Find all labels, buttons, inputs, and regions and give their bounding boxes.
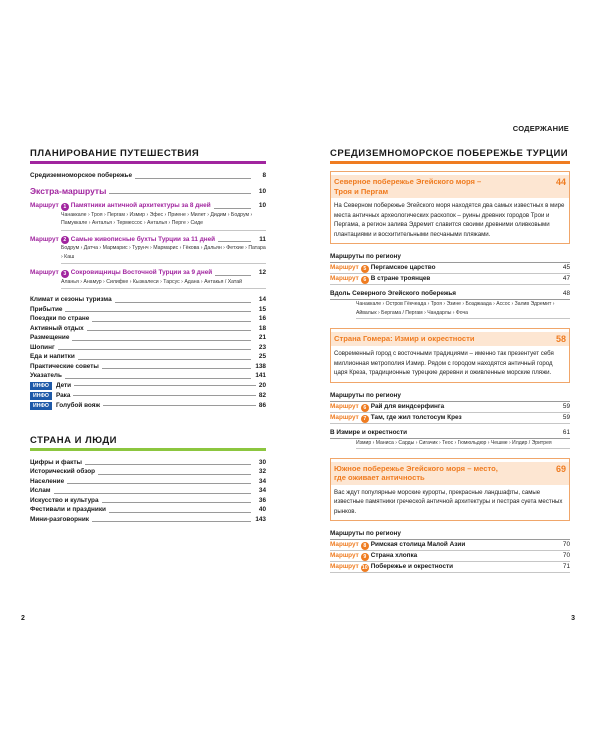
route-number-badge: 7 [361,415,369,423]
route-entry[interactable] [330,413,570,424]
info-label: Рака [55,391,71,399]
info-entry[interactable] [30,391,266,401]
toc-entry[interactable] [30,467,266,477]
leader-line [102,502,251,503]
toc-entry[interactable] [30,333,266,343]
route-entry[interactable] [330,263,570,274]
leader-line [92,321,251,322]
country-title-bar [30,448,266,451]
regional-routes-heading: Маршруты по региону [330,252,570,263]
chapter-title-line1: Северное побережье Эгейского моря – [334,177,482,186]
route-prefix: Маршрут [330,552,359,559]
chapter-page: 69 [555,463,566,474]
chapter-title-line1: Южное побережье Эгейского моря – место, [334,463,498,473]
route-prefix: Маршрут [30,202,59,209]
toc-entry-page: 34 [258,477,266,485]
route-places: Аланья › Анамур › Силифке › Кызкалеси › Тарсус › Адана › Антакья / Хатай [61,278,266,290]
route-page: 12 [258,269,266,276]
route-number-badge: 8 [361,542,369,550]
route-name: В стране троянцев [370,275,431,282]
leader-line [65,378,251,379]
leader-line [73,395,255,396]
toc-entry-label: Ислам [30,487,51,494]
leader-line [214,208,251,209]
chapter-description: На Северном побережье Эгейского моря находятся два самых известных в мире места античных археологических раскопок – руины древних городов Трои и Пергама, а регион залива Эдремит славится своими древними оливковыми плантациями и восхитительными песчаными пляжами. [334,202,565,238]
leader-line [54,493,252,494]
toc-entry-page: 36 [258,496,266,504]
toc-entry-label: Прибытие [30,305,63,313]
info-entry[interactable] [30,381,266,391]
route-name: Самые живописные бухты Турции за 11 дней [70,235,216,243]
route-entry-2[interactable] [30,235,266,245]
toc-entry-page: 23 [258,343,266,351]
chapter-heading[interactable] [331,462,569,485]
route-places: Чанаккале › Троя › Пергам › Измир › Эфес › Приене › Милет › Дидим › Бодрум › Памуккале › Анталья › Термессос › Анталья › Перге › Сиде [61,211,266,231]
toc-entry[interactable] [30,324,266,334]
info-entry[interactable] [30,401,266,411]
route-name: Там, где жил толстосум Крез [370,413,462,421]
leader-line [115,302,251,303]
info-page: 82 [258,391,266,399]
toc-entry-page: 141 [255,372,266,379]
route-entry[interactable] [330,274,570,285]
toc-entry-page: 25 [258,353,266,360]
left-page [30,148,266,524]
toc-entry-coast[interactable] [30,171,266,181]
chapter-title-line1: Страна Гомера: Измир и окрестности [334,334,475,343]
route-page: 45 [562,264,570,271]
info-badge: ИНФО [30,382,52,390]
toc-entry[interactable] [30,305,266,315]
toc-entry-page: 15 [258,305,266,313]
route-entry[interactable] [330,562,570,573]
country-section [30,435,266,525]
along-coast-label: Вдоль Северного Эгейского побережья [330,290,457,297]
route-name: Сокровищницы Восточной Турции за 9 дней [70,269,213,276]
route-entry[interactable] [330,551,570,562]
chapter-izmir [330,328,570,383]
toc-entry[interactable] [30,477,266,487]
toc-entry-extra[interactable] [30,187,266,197]
toc-entry-label: Искусство и культура [30,496,99,504]
route-prefix: Маршрут [330,563,359,570]
toc-entry-label: Исторический обзор [30,468,96,475]
leader-line [215,275,251,276]
along-coast-places: Чанаккале › Остров Гёкчеада › Троя › Эзине › Бозджаада › Ассос › Залив Эдремит › Айвалык › Бергама / Пергам › Чандарлы › Фоча [356,300,570,319]
toc-entry-label: Цифры и факты [30,458,82,466]
toc-entry-page: 30 [258,458,266,466]
info-label: Дети [55,381,72,389]
along-coast-entry[interactable] [330,289,570,300]
route-prefix: Маршрут [330,275,359,282]
route-number-badge: 1 [61,203,69,211]
izmir-entry[interactable] [330,428,570,439]
route-number-badge: 9 [361,553,369,561]
toc-entry-label: Фестивали и праздники [30,506,106,513]
info-page: 20 [258,381,266,389]
route-number-badge: 3 [61,270,69,278]
chapter-heading[interactable] [331,332,569,346]
leader-line [109,193,251,194]
route-prefix: Маршрут [330,541,359,548]
chapter-heading[interactable] [331,175,569,198]
leader-line [218,241,251,242]
toc-entry-page: 18 [258,324,266,332]
toc-entry[interactable] [30,362,266,372]
toc-entry-label: Шопинг [30,343,55,351]
toc-entry-page: 34 [258,487,266,494]
chapter-south-aegean [330,458,570,522]
toc-entry[interactable] [30,314,266,324]
planning-items-list [30,295,266,411]
leader-line [87,330,251,331]
route-number-badge: 6 [361,404,369,412]
toc-entry[interactable] [30,486,266,496]
chapter-page: 58 [555,334,566,344]
toc-entry[interactable] [30,371,266,381]
route-page: 10 [258,202,266,209]
toc-entry[interactable] [30,295,266,305]
route-prefix: Маршрут [330,413,359,421]
toc-entry-page: 14 [258,296,266,303]
extra-routes-heading: Экстра-маршруты [30,185,107,196]
toc-entry-page: 16 [258,315,266,322]
route-entry[interactable] [330,540,570,551]
info-badge: ИНФО [30,402,52,410]
leader-line [74,385,256,386]
info-page: 86 [258,401,266,409]
toc-entry[interactable] [30,458,266,468]
toc-entry-label: Поездки по стране [30,315,90,322]
toc-entry-label: Активный отдых [30,324,84,332]
leader-line [67,483,251,484]
toc-entry-label: Мини-разговорник [30,515,90,523]
leader-line [85,464,251,465]
route-name: Рай для виндсерфинга [370,402,445,410]
route-name: Пергамское царство [370,264,436,271]
toc-entry-page: 21 [258,334,266,341]
route-prefix: Маршрут [330,264,359,271]
coast-title: СРЕДИЗЕМНОМОРСКОЕ ПОБЕРЕЖЬЕ ТУРЦИИ [330,148,569,159]
planning-title-bar [30,161,266,164]
route-number-badge: 2 [61,236,69,244]
route-entry-1[interactable] [30,201,266,211]
toc-entry[interactable] [30,515,266,525]
route-name: Побережье и окрестности [370,563,454,570]
toc-entry-label: Климат и сезоны туризма [30,296,112,303]
planning-title: ПЛАНИРОВАНИЕ ПУТЕШЕСТВИЯ [30,148,200,159]
leader-line [58,349,251,350]
route-name: Страна хлопка [370,552,418,559]
chapter-page: 44 [555,177,566,187]
izmir-places: Измир › Маниса › Сарды › Сигачик › Теос › Гюмюльдюр › Чешме › Илдир / Эритрея [356,439,570,449]
leader-line [92,521,251,522]
coast-title-bar [330,161,570,164]
route-name: Римская столица Малой Азии [370,541,466,548]
leader-line [65,311,251,312]
leader-line [135,178,251,179]
chapter-troy-pergamon [330,171,570,244]
toc-entry-page: 40 [258,506,266,513]
leader-line [103,405,256,406]
route-entry-3[interactable] [30,268,266,278]
chapter-title-line2: где оживает античность [334,473,425,482]
page-number-left: 2 [21,615,25,622]
route-places: Бодрум › Датча › Мармарис › Турунч › Мармарис › Гёкова › Дальян › Фетхие › Патара › Каш [61,244,266,264]
route-page: 47 [562,275,570,282]
info-badge: ИНФО [30,392,52,400]
route-prefix: Маршрут [30,235,59,243]
leader-line [98,474,251,475]
toc-entry-label: Еда и напитки [30,353,75,360]
izmir-page: 61 [562,428,570,436]
toc-entry-label: Размещение [30,334,70,341]
country-title: СТРАНА И ЛЮДИ [30,434,117,446]
leader-line [109,512,251,513]
info-label: Голубой вояж [55,401,100,409]
route-entry[interactable] [330,402,570,413]
route-name: Памятники античной архитектуры за 8 дней [70,202,211,209]
route-page: 70 [562,541,570,548]
leader-line [78,359,251,360]
route-number-badge: 6 [361,276,369,284]
route-number-badge: 10 [361,565,368,571]
toc-entry-page: 143 [255,515,266,523]
izmir-label: В Измире и окрестности [330,428,408,436]
toc-entry[interactable] [30,496,266,506]
route-page: 71 [562,563,570,570]
regional-routes-heading: Маршруты по региону [330,391,570,402]
regional-routes-heading: Маршруты по региону [330,529,570,540]
route-page: 59 [562,402,570,410]
section-header-label: СОДЕРЖАНИЕ [512,124,569,133]
route-prefix: Маршрут [330,402,359,410]
chapter-description: Вас ждут популярные морские курорты, прекрасные ландшафты, самые известные памятники греческой античной архитектуры и пестрая суета местных рынков. [334,488,563,515]
chapter-title-line2: Троя и Пергам [334,186,389,196]
right-page [330,148,570,573]
toc-entry-page: 10 [258,187,266,195]
route-number-badge: 5 [361,265,369,273]
route-page: 70 [562,552,570,559]
route-prefix: Маршрут [30,269,59,276]
toc-entry-label: Население [30,477,65,485]
along-coast-page: 48 [562,290,570,297]
leader-line [72,340,251,341]
page-number-right: 3 [571,615,575,622]
toc-entry-page: 138 [255,362,266,370]
toc-entry-page: 8 [262,172,266,179]
toc-entry[interactable] [30,343,266,353]
toc-entry-page: 32 [258,468,266,475]
route-page: 59 [562,413,570,421]
toc-entry[interactable] [30,352,266,362]
toc-entry-label: Средиземноморское побережье [30,172,133,179]
chapter-description: Современный город с восточными традициями – именно так презентует себя миллионная метрополия Измир. Рядом с городом находятся античный город царя Креза, традиционные турецкие деревни и оживленные морские пляжи. [334,350,554,376]
toc-entry-label: Практические советы [30,362,99,370]
toc-entry-label: Указатель [30,372,62,379]
route-page: 11 [259,235,266,243]
toc-entry[interactable] [30,505,266,515]
leader-line [102,368,251,369]
